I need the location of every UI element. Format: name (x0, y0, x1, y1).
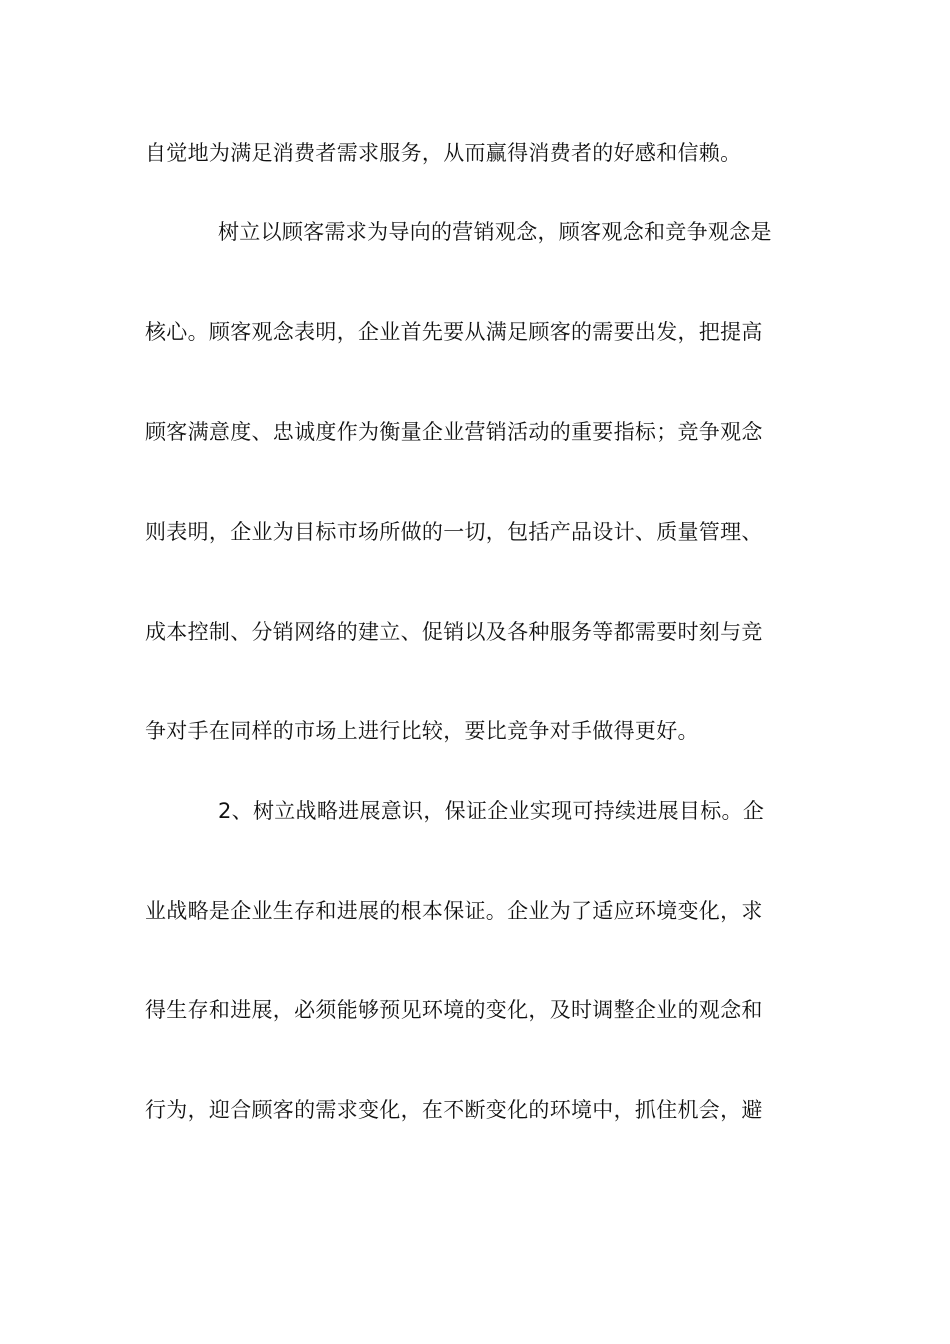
text-line: 行为，迎合顾客的需求变化，在不断变化的环境中，抓住机会，避 (145, 1098, 763, 1122)
text-line: 业战略是企业生存和进展的根本保证。企业为了适应环境变化，求 (145, 899, 763, 923)
paragraph-first-line: 树立以顾客需求为导向的营销观念，顾客观念和竞争观念是 (218, 220, 772, 244)
text-line: 核心。顾客观念表明，企业首先要从满足顾客的需要出发，把提高 (145, 320, 763, 344)
text-line: 得生存和进展，必须能够预见环境的变化，及时调整企业的观念和 (145, 998, 763, 1022)
text-line: 自觉地为满足消费者需求服务，从而赢得消费者的好感和信赖。 (145, 141, 742, 165)
text-line: 则表明，企业为目标市场所做的一切，包括产品设计、质量管理、 (145, 520, 763, 544)
text-line: 成本控制、分销网络的建立、促销以及各种服务等都需要时刻与竞 (145, 620, 763, 644)
text-line: 顾客满意度、忠诚度作为衡量企业营销活动的重要指标；竞争观念 (145, 420, 763, 444)
text-line: 争对手在同样的市场上进行比较，要比竞争对手做得更好。 (145, 719, 699, 743)
paragraph-first-line: 2、树立战略进展意识，保证企业实现可持续进展目标。企 (218, 799, 765, 823)
